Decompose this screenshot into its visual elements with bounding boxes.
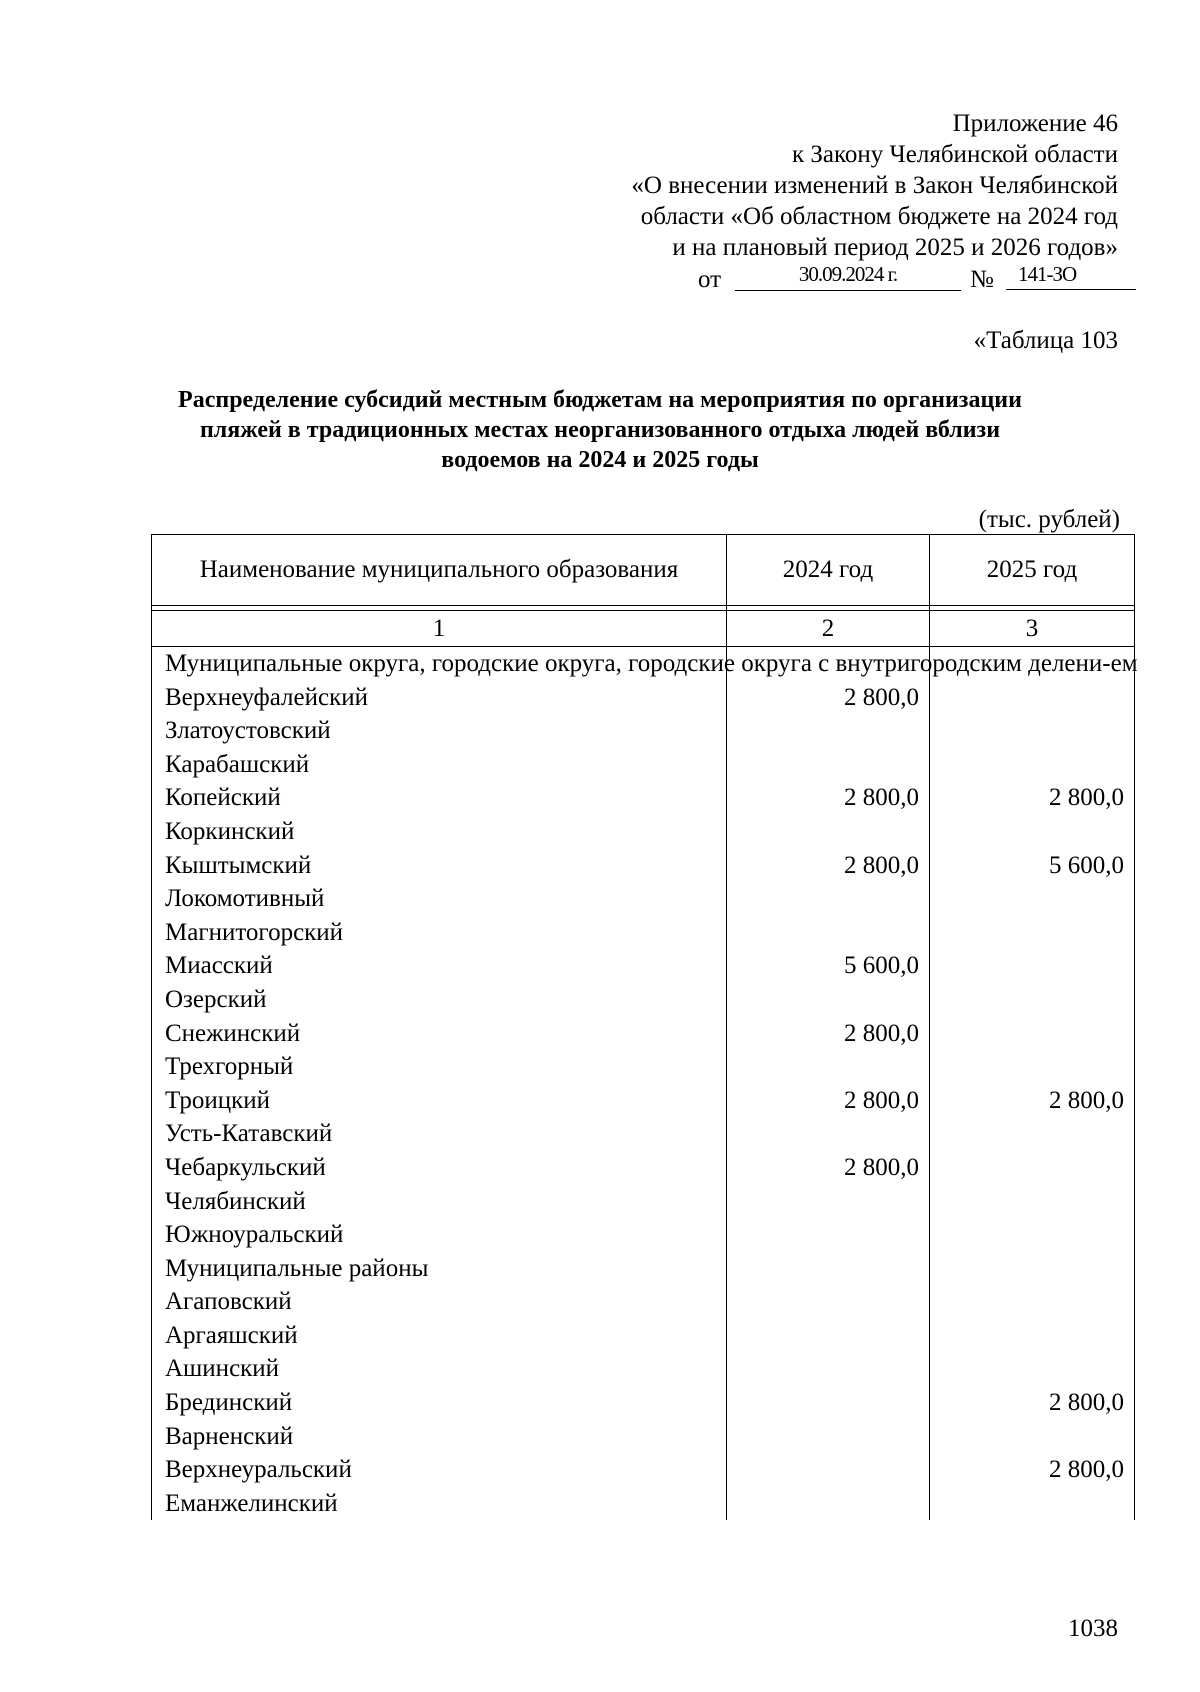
table-reference: «Таблица 103 [973, 327, 1118, 354]
document-title: Распределение субсидий местным бюджетам на мероприятия по организации пляжей в традиционных местах неорганизованного отдыха людей вблизи водоемов на 2024 и 2025 годы [178, 387, 1022, 473]
units-label: (тыс. рублей) [978, 506, 1120, 533]
value-2024: 2 800,0 [727, 1017, 930, 1051]
value-2024 [727, 916, 930, 950]
table-row [152, 849, 1135, 883]
value-2024 [727, 1117, 930, 1151]
value-2025 [930, 815, 1135, 849]
value-2024: 2 800,0 [727, 849, 930, 883]
municipality-name: Еманжелинский [152, 1487, 727, 1521]
municipality-name: Муниципальные округа, городские округа, городские округа с внутригородским делени-ем [152, 647, 727, 681]
table-row [152, 781, 1135, 815]
value-2024: 2 800,0 [727, 781, 930, 815]
table-row [152, 1386, 1135, 1420]
value-2025 [930, 1252, 1135, 1286]
table-row [152, 815, 1135, 849]
value-2024: 5 600,0 [727, 949, 930, 983]
value-2024 [727, 1453, 930, 1487]
value-2024 [727, 1050, 930, 1084]
table-row [152, 1117, 1135, 1151]
table-row [152, 1185, 1135, 1219]
value-2024 [727, 1352, 930, 1386]
value-2024 [727, 1319, 930, 1353]
table-row [152, 1487, 1135, 1521]
table-row [152, 1084, 1135, 1118]
value-2025 [930, 916, 1135, 950]
value-2024 [727, 748, 930, 782]
value-2024: 2 800,0 [727, 1151, 930, 1185]
municipality-name: Верхнеуральский [152, 1453, 727, 1487]
municipality-name: Кыштымский [152, 849, 727, 883]
table-row [152, 1453, 1135, 1487]
value-2025: 2 800,0 [930, 1386, 1135, 1420]
municipality-name: Снежинский [152, 1017, 727, 1051]
number-label: № [970, 266, 994, 293]
value-2025: 2 800,0 [930, 1453, 1135, 1487]
table-row [152, 1319, 1135, 1353]
municipality-name: Карабашский [152, 748, 727, 782]
table-body [152, 647, 1138, 1521]
value-2025 [930, 714, 1135, 748]
value-2024 [727, 1218, 930, 1252]
header-municipality: Наименование муниципального образования [152, 535, 727, 606]
value-2024: 2 800,0 [727, 1084, 930, 1118]
municipality-name: Аргаяшский [152, 1319, 727, 1353]
value-2024 [727, 815, 930, 849]
table-row [152, 1218, 1135, 1252]
table-row [152, 681, 1135, 715]
municipality-name: Муниципальные районы [152, 1252, 727, 1286]
appendix-line: к Закону Челябинской области [792, 141, 1118, 168]
value-2025 [930, 1050, 1135, 1084]
value-2024 [727, 1386, 930, 1420]
column-number-row [152, 611, 1135, 647]
table-group-row [152, 1252, 1135, 1286]
value-2025: 5 600,0 [930, 849, 1135, 883]
value-2025 [930, 1319, 1135, 1353]
municipality-name: Трехгорный [152, 1050, 727, 1084]
municipality-name: Челябинский [152, 1185, 727, 1219]
column-number: 3 [930, 611, 1135, 647]
value-2025 [930, 1151, 1135, 1185]
value-2024 [727, 983, 930, 1017]
appendix-line: «О внесении изменений в Закон Челябинской [631, 172, 1118, 199]
table-row [152, 1352, 1135, 1386]
municipality-name: Локомотивный [152, 882, 727, 916]
appendix-header [631, 108, 1118, 263]
page-number: 1038 [1068, 1615, 1118, 1642]
value-2024: 2 800,0 [727, 681, 930, 715]
table-row [152, 1285, 1135, 1319]
municipality-name: Агаповский [152, 1285, 727, 1319]
value-2025 [930, 1185, 1135, 1219]
value-2025 [930, 1117, 1135, 1151]
municipality-name: Троицкий [152, 1084, 727, 1118]
value-2025 [930, 882, 1135, 916]
value-2025 [930, 1487, 1135, 1521]
municipality-name: Копейский [152, 781, 727, 815]
value-2024 [727, 1252, 930, 1286]
header-2025: 2025 год [930, 535, 1135, 606]
appendix-line: и на плановый период 2025 и 2026 годов» [672, 234, 1118, 261]
table-row [152, 983, 1135, 1017]
value-2024 [727, 1420, 930, 1454]
municipality-name: Южноуральский [152, 1218, 727, 1252]
value-2025 [930, 1285, 1135, 1319]
value-2025 [930, 983, 1135, 1017]
table-row [152, 1050, 1135, 1084]
municipality-name: Златоустовский [152, 714, 727, 748]
table-row [152, 748, 1135, 782]
municipality-name: Брединский [152, 1386, 727, 1420]
table-group-row [152, 647, 1135, 681]
value-2025 [930, 949, 1135, 983]
value-2024 [727, 1285, 930, 1319]
value-2025 [930, 1420, 1135, 1454]
header-2024: 2024 год [727, 535, 930, 606]
municipality-name: Верхнеуфалейский [152, 681, 727, 715]
law-reference-line [698, 258, 1136, 298]
value-2024 [727, 1487, 930, 1521]
appendix-line: Приложение 46 [952, 110, 1118, 137]
subsidy-table [151, 534, 1138, 1520]
municipality-name: Чебаркульский [152, 1151, 727, 1185]
value-2024 [727, 1185, 930, 1219]
table-row [152, 1420, 1135, 1454]
table-row [152, 714, 1135, 748]
law-date: 30.09.2024 г. [735, 258, 961, 291]
value-2025: 2 800,0 [930, 1084, 1135, 1118]
table-row [152, 1017, 1135, 1051]
municipality-name: Озерский [152, 983, 727, 1017]
value-2025 [930, 1352, 1135, 1386]
municipality-name: Коркинский [152, 815, 727, 849]
appendix-line: области «Об областном бюджете на 2024 год [640, 203, 1118, 230]
table-header-row [152, 535, 1135, 606]
value-2025 [930, 1017, 1135, 1051]
municipality-name: Ашинский [152, 1352, 727, 1386]
table-row [152, 949, 1135, 983]
municipality-name: Магнитогорский [152, 916, 727, 950]
column-number: 2 [727, 611, 930, 647]
table-row [152, 916, 1135, 950]
table-row [152, 882, 1135, 916]
law-number: 141-ЗО [1006, 258, 1136, 290]
value-2025: 2 800,0 [930, 781, 1135, 815]
municipality-name: Варненский [152, 1420, 727, 1454]
value-2024 [727, 882, 930, 916]
value-2025 [930, 748, 1135, 782]
municipality-name: Миасский [152, 949, 727, 983]
value-2025 [930, 681, 1135, 715]
municipality-name: Усть-Катавский [152, 1117, 727, 1151]
value-2024 [727, 714, 930, 748]
column-number: 1 [152, 611, 727, 647]
value-2025 [930, 1218, 1135, 1252]
table-row [152, 1151, 1135, 1185]
from-label: от [698, 266, 722, 293]
